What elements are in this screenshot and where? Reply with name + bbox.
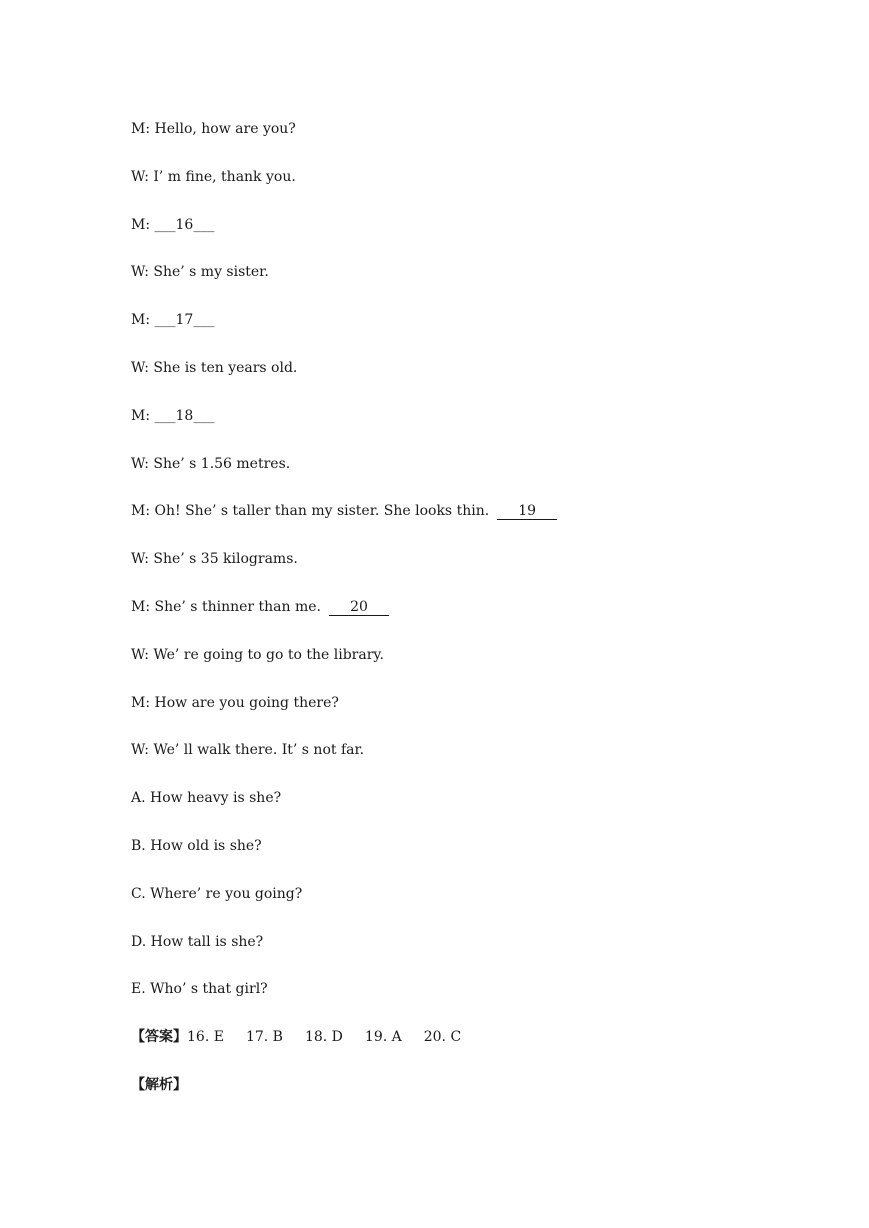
speaker: M bbox=[131, 312, 146, 329]
option-c: C. Where’ re you going? bbox=[131, 885, 303, 902]
answer-blank-19: 19 bbox=[497, 503, 557, 520]
speaker: W bbox=[131, 551, 145, 568]
dialogue-line: M: ___18___ bbox=[131, 407, 215, 424]
dialogue-text: She is ten years old. bbox=[153, 359, 298, 376]
option-e: E. Who’ s that girl? bbox=[131, 981, 268, 998]
dialogue-text: We’ ll walk there. It’ s not far. bbox=[153, 742, 365, 759]
option-b: B. How old is she? bbox=[131, 837, 262, 854]
dialogue-line: W: She’ s 1.56 metres. bbox=[131, 455, 291, 472]
dialogue-line: M: She’ s thinner than me. 20 bbox=[131, 596, 831, 644]
answer-item: 19. A bbox=[364, 1029, 402, 1046]
answer-blank-20: 20 bbox=[329, 599, 389, 616]
answer-item: 17. B bbox=[245, 1029, 283, 1046]
dialogue-text: How are you going there? bbox=[154, 694, 339, 711]
dialogue-text: Oh! She’ s taller than my sister. She looks thin. bbox=[154, 503, 490, 520]
dialogue-line: M: Hello, how are you? bbox=[131, 121, 296, 137]
option-d: D. How tall is she? bbox=[131, 933, 264, 950]
answer-item: 18. D bbox=[304, 1029, 343, 1046]
dialogue-line: M: ___16___ bbox=[131, 216, 215, 233]
speaker: W bbox=[131, 264, 145, 281]
dialogue-text: Hello, how are you? bbox=[154, 121, 296, 137]
speaker: W bbox=[131, 742, 145, 759]
speaker: W bbox=[131, 646, 145, 663]
dialogue-line: M: Oh! She’ s taller than my sister. She looks thin. 19 bbox=[131, 500, 831, 548]
speaker: W bbox=[131, 168, 145, 185]
analysis-label: 【解析】 bbox=[131, 1076, 187, 1093]
speaker: M bbox=[131, 694, 146, 711]
answer-label: 【答案】 bbox=[131, 1029, 187, 1046]
dialogue-line: W: She’ s my sister. bbox=[131, 264, 269, 281]
dialogue-line: M: How are you going there? bbox=[131, 694, 339, 711]
dialogue-line: W: She’ s 35 kilograms. bbox=[131, 551, 298, 568]
dialogue-line: M: ___17___ bbox=[131, 312, 215, 329]
dialogue-line: W: We’ ll walk there. It’ s not far. bbox=[131, 742, 365, 759]
answer-blank-17: ___17___ bbox=[154, 312, 215, 329]
dialogue-text: She’ s thinner than me. bbox=[154, 598, 321, 615]
speaker: M bbox=[131, 407, 146, 424]
option-a: A. How heavy is she? bbox=[131, 790, 282, 807]
answer-item: 20. C bbox=[423, 1029, 462, 1046]
dialogue-line: W: She is ten years old. bbox=[131, 359, 298, 376]
answer-blank-18: ___18___ bbox=[154, 407, 215, 424]
answer-item: 16. E bbox=[187, 1029, 224, 1046]
answer-key bbox=[131, 1026, 831, 1074]
speaker: W bbox=[131, 455, 145, 472]
speaker: W bbox=[131, 359, 145, 376]
dialogue-line: W: We’ re going to go to the library. bbox=[131, 646, 384, 663]
dialogue-text: She’ s 1.56 metres. bbox=[153, 455, 291, 472]
speaker: M bbox=[131, 216, 146, 233]
dialogue-line: W: I’ m fine, thank you. bbox=[131, 168, 296, 185]
dialogue-text: She’ s 35 kilograms. bbox=[153, 551, 298, 568]
document-page bbox=[131, 118, 831, 1122]
speaker: M bbox=[131, 598, 146, 615]
dialogue-text: We’ re going to go to the library. bbox=[153, 646, 384, 663]
dialogue-text: I’ m fine, thank you. bbox=[153, 168, 296, 185]
speaker: M bbox=[131, 121, 146, 137]
speaker: M bbox=[131, 503, 146, 520]
answer-blank-16: ___16___ bbox=[154, 216, 215, 233]
dialogue-text: She’ s my sister. bbox=[153, 264, 269, 281]
